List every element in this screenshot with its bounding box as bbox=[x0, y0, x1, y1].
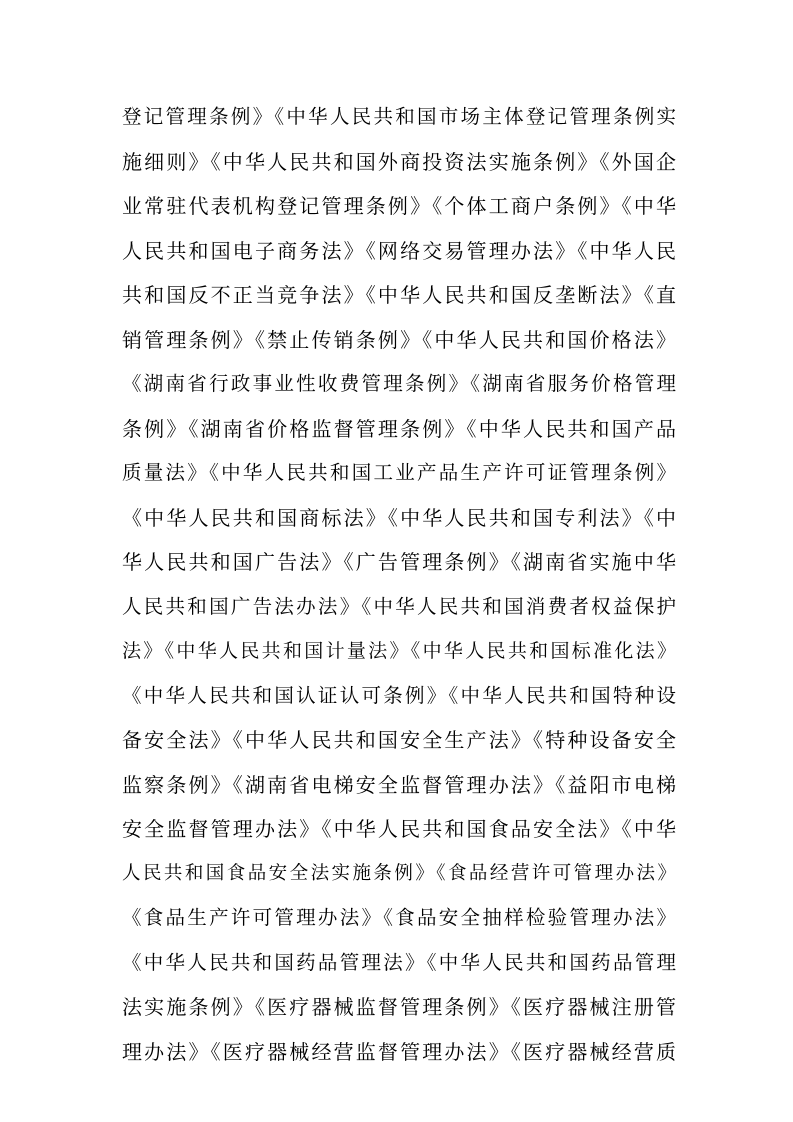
text-line-20: 《中华人民共和国药品管理法》《中华人民共和国药品管理 bbox=[122, 950, 678, 974]
text-line-16: 监察条例》《湖南省电梯安全监督管理办法》《益阳市电梯 bbox=[122, 772, 678, 797]
text-line-12: 人民共和国广告法办法》《中华人民共和国消费者权益保护 bbox=[122, 594, 678, 618]
text-line-6: 销管理条例》《禁止传销条例》《中华人民共和国价格法》 bbox=[122, 327, 678, 352]
text-line-5: 共和国反不正当竞争法》《中华人民共和国反垄断法》《直 bbox=[122, 283, 678, 307]
text-line-22: 理办法》《医疗器械经营监督管理办法》《医疗器械经营质 bbox=[122, 1039, 678, 1064]
text-line-1: 登记管理条例》《中华人民共和国市场主体登记管理条例实 bbox=[122, 105, 678, 128]
text-line-9: 质量法》《中华人民共和国工业产品生产许可证管理条例》 bbox=[122, 461, 678, 484]
text-line-2: 施细则》《中华人民共和国外商投资法实施条例》《外国企 bbox=[122, 149, 678, 174]
text-line-17: 安全监督管理办法》《中华人民共和国食品安全法》《中华 bbox=[122, 817, 678, 841]
text-line-4: 人民共和国电子商务法》《网络交易管理办法》《中华人民 bbox=[122, 238, 678, 263]
text-line-14: 《中华人民共和国认证认可条例》《中华人民共和国特种设 bbox=[122, 683, 678, 707]
text-line-21: 法实施条例》《医疗器械监督管理条例》《医疗器械注册管 bbox=[122, 995, 678, 1019]
text-line-15: 备安全法》《中华人民共和国安全生产法》《特种设备安全 bbox=[122, 728, 678, 752]
text-line-7: 《湖南省行政事业性收费管理条例》《湖南省服务价格管理 bbox=[122, 372, 678, 395]
body-paragraph bbox=[122, 95, 678, 1074]
text-line-19: 《食品生产许可管理办法》《食品安全抽样检验管理办法》 bbox=[122, 906, 678, 929]
text-line-18: 人民共和国食品安全法实施条例》《食品经营许可管理办法》 bbox=[122, 862, 678, 884]
text-line-13: 法》《中华人民共和国计量法》《中华人民共和国标准化法》 bbox=[122, 640, 678, 662]
text-line-10: 《中华人民共和国商标法》《中华人民共和国专利法》《中 bbox=[122, 505, 678, 530]
text-line-8: 条例》《湖南省价格监督管理条例》《中华人民共和国产品 bbox=[122, 416, 678, 441]
text-line-11: 华人民共和国广告法》《广告管理条例》《湖南省实施中华 bbox=[122, 550, 678, 574]
text-line-3: 业常驻代表机构登记管理条例》《个体工商户条例》《中华 bbox=[122, 194, 678, 218]
